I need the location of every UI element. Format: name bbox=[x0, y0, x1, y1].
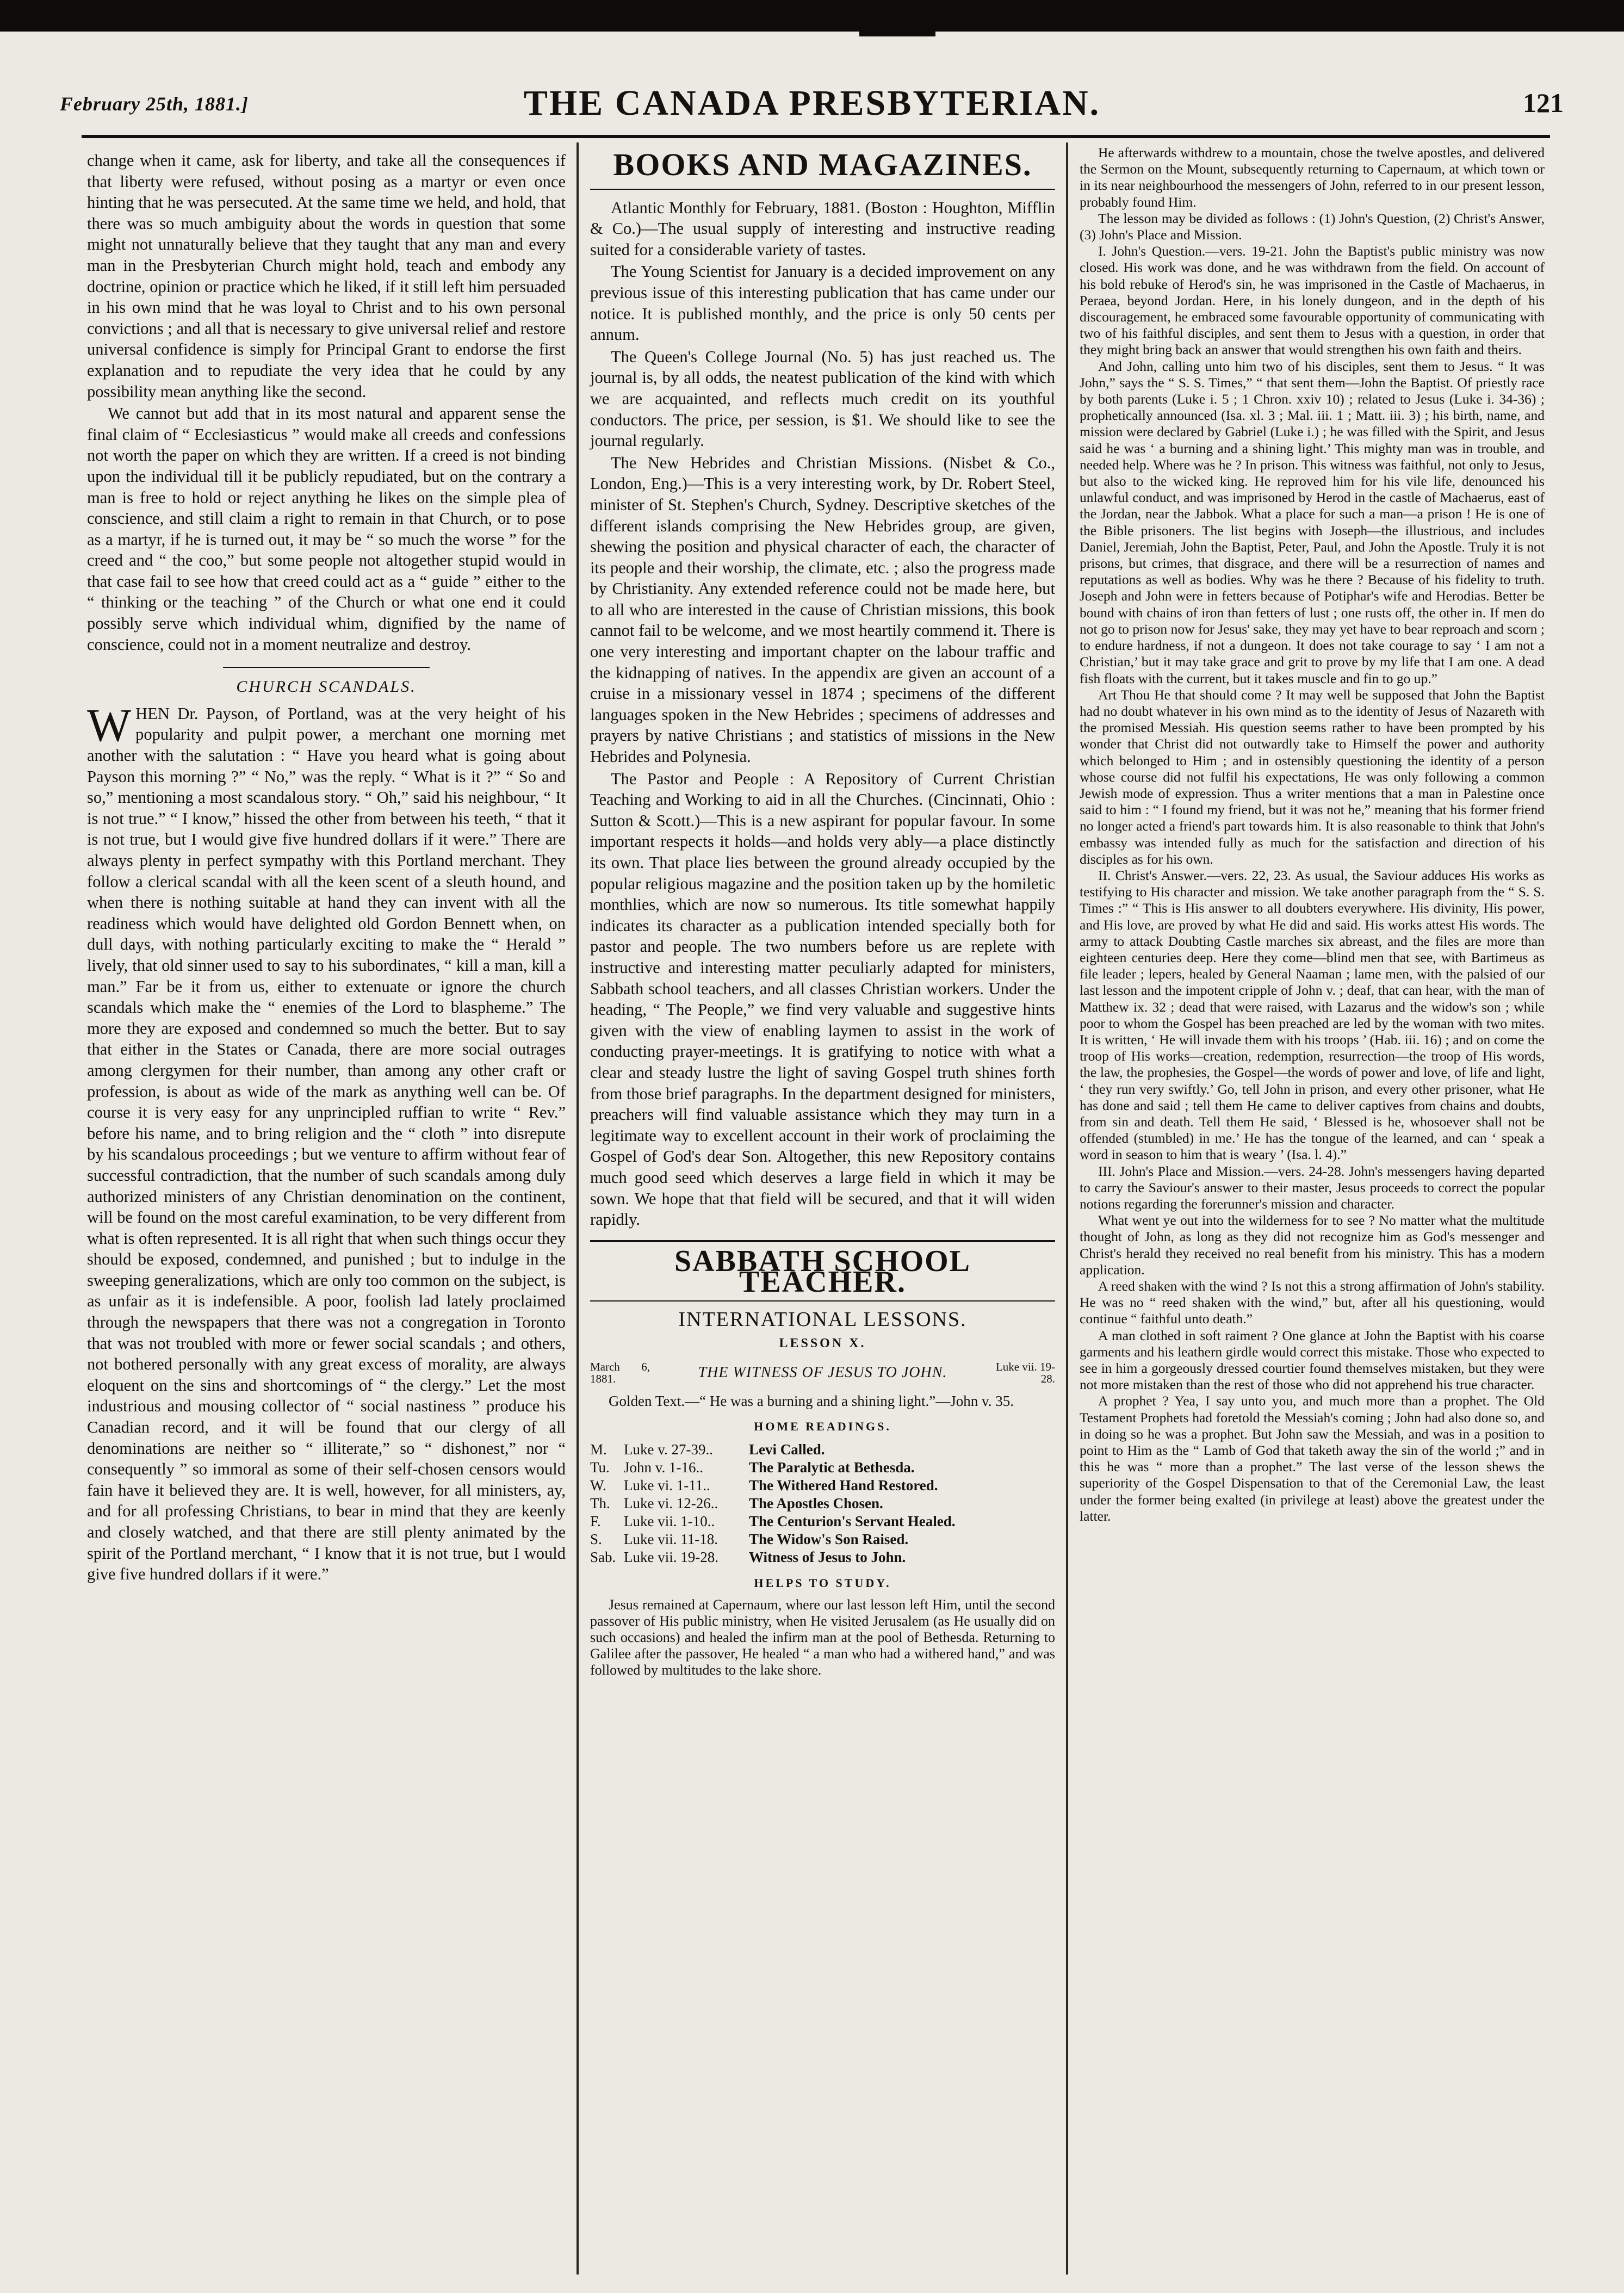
lesson-heading bbox=[590, 1361, 1055, 1385]
paragraph: III. John's Place and Mission.—vers. 24-28. John's messengers having departed to carry the Saviour's answer to their master, Jesus proceeds to correct the popular notions regarding the forerunner's mission and character. bbox=[1080, 1163, 1545, 1212]
reading-title: Witness of Jesus to John. bbox=[749, 1548, 906, 1565]
drop-cap: W bbox=[87, 698, 132, 751]
column-divider-right bbox=[1066, 142, 1068, 2275]
helps-title: HELPS TO STUDY. bbox=[754, 1576, 891, 1590]
reading-day: F. bbox=[590, 1513, 601, 1529]
golden-text: Golden Text.—“ He was a burning and a shining light.”—John v. 35. bbox=[609, 1393, 1014, 1410]
reading-day: Tu. bbox=[590, 1459, 610, 1476]
middle-column bbox=[590, 147, 1055, 1678]
home-reading-row bbox=[590, 1530, 1055, 1548]
reading-title: The Centurion's Servant Healed. bbox=[749, 1513, 956, 1529]
masthead-title: THE CANADA PRESBYTERIAN. bbox=[523, 83, 1101, 123]
reading-title: The Withered Hand Restored. bbox=[749, 1477, 938, 1493]
reading-ref: Luke vi. 12-26.. bbox=[624, 1495, 718, 1511]
paragraph: Art Thou He that should come ? It may well be supposed that John the Baptist had no doubt whatever in his own mind as to the identity of Jesus of Nazareth with the promised Messiah. His question seems rather to have been prompted by his wonder that Christ did not outwardly take to Himself the power and authority which belonged to Him ; and in ostensibly questioning the identity of a person whose course did not fulfil his expectations, He was only following a common Jewish mode of expression. Thus a writer mentions that a man in Palestine once said to him : “ I found my friend, but it was not he,” meaning that his former friend no longer acted a friend's part towards him. It is also reasonable to think that John's embassy was intended fully as much for the satisfaction and direction of his disciples as for his own. bbox=[1080, 686, 1545, 867]
section-rule bbox=[223, 667, 430, 668]
paragraph: We cannot but add that in its most natural and apparent sense the final claim of “ Ecclesiasticus ” would make all creeds and confessions not worth the paper on which they are written. If a creed is not binding upon the individual till it be publicly repudiated, but on the contrary a man is free to hold or reject anything he likes on the simple plea of conscience, and still claim a right to remain in that Church, or to pose as a martyr, if he is turned out, it may be “ so much the worse ” for the creed and “ the coo,” but some people not altogether stupid would in that case fail to see how that creed could act as a “ guide ” either to the “ thinking or the teaching ” of the Church or what one end it could possibly serve which individual whim, dignified by the name of conscience, could not in a moment neutralize and destroy. bbox=[87, 404, 566, 654]
paragraph: The lesson may be divided as follows : (1) John's Question, (2) Christ's Answer, (3) John's Place and Mission. bbox=[1080, 210, 1545, 243]
reading-ref: Luke vii. 19-28. bbox=[624, 1548, 718, 1565]
left-column bbox=[87, 150, 566, 1586]
column-divider-left bbox=[577, 142, 579, 2275]
reading-day: Sab. bbox=[590, 1548, 616, 1565]
sabbath-school-title: SABBATH SCHOOL TEACHER. bbox=[674, 1244, 971, 1299]
home-readings-title: HOME READINGS. bbox=[754, 1420, 891, 1434]
paragraph: II. Christ's Answer.—vers. 22, 23. As usual, the Saviour adduces His works as testifying to His character and mission. We take another paragraph from the “ S. S. Times :” “ This is His answer to all doubters everywhere. His divinity, His power, and His love, are proved by what He did and said. His works attest His words. The army to attack Doubting Castle marches six abreast, and the files are more than eighteen centuries deep. Here they come—blind men that see, with Bartimeus as file leader ; lepers, healed by General Naaman ; lame men, with the palsied of our last lesson and the impotent cripple of John v. ; deaf, that can hear, with the man of Matthew ix. 32 ; dead that were raised, with Lazarus and the widow's son ; while poor to whom the Gospel has been preached are led by the woman with two mites. It is written, ‘ He will invade them with his troops ’ (Hab. iii. 16) ; and on come the troop of His works—creation, redemption, resurrection—the troop of His words, the law, the prophesies, the Gospel—the words of power and love, of life and light, ‘ they run very swiftly.’ Go, tell John in prison, and every other prisoner, what He has done and said ; tell them He came to deliver captives from chains and doubts, from sin and death. Tell them He said, ‘ Blessed is he, whosoever shall not be offended (stumbled) in me.’ He has the tongue of the learned, and can ‘ speak a word in season to him that is weary ’ (Isa. l. 4).” bbox=[1080, 867, 1545, 1163]
review-paragraph: The New Hebrides and Christian Missions. (Nisbet & Co., London, Eng.)—This is a very interesting work, by Dr. Robert Steel, minister of St. Stephen's Church, Sydney. Descriptive sketches of the different islands comprising the New Hebrides group, are given, shewing the position and physical character of each, the character of its people and their worship, the climate, etc. ; also the progress made by Christianity. Any extended reference could not be made here, but to all who are interested in the cause of Christian missions, this book cannot fail to be welcome, and we most heartily commend it. There is one very interesting and important chapter on the labour traffic and the kidnapping of natives. In the appendix are given an account of a cruise in a missionary vessel in 1874 ; specimens of the different languages spoken in the New Hebrides ; specimens of addresses and prayers by native Christians ; and statistics of missions in the New Hebrides and Polynesia. bbox=[590, 453, 1055, 766]
helps-text: Jesus remained at Capernaum, where our last lesson left Him, until the second passover of His public ministry, when He visited Jerusalem (as He usually did on such occasions) and healed the infirm man at the pool of Bethesda. Returning to Galilee after the passover, He healed “ a man who had a withered hand,” and was followed by multitudes to the lake shore. bbox=[590, 1597, 1055, 1678]
reading-ref: Luke vii. 1-10.. bbox=[624, 1513, 715, 1529]
paragraph: And John, calling unto him two of his disciples, sent them to Jesus. “ It was John,” says the “ S. S. Times,” “ that sent them—John the Baptist. Of priestly race by both parents (Luke i. 5 ; 1 Chron. xxiv 10) ; related to Jesus (Luke i. 34-36) ; prophetically announced (Isa. xl. 3 ; Mal. iii. 1 ; Matt. iii. 3) ; his birth, name, and mission were declared by Gabriel (Luke i.) ; he was filled with the Spirit, and Jesus said he was ‘ a burning and a shining light.’ This mighty man was in trouble, and needed help. Where was he ? In prison. This witness was faithful, not only to Jesus, but also to the wicked king. He reproved him for his vile life, denounced his unlawful conduct, and was imprisoned by Herod in the castle of Machaerus, east of the Jordan, near the Jabbok. What a place for such a man—a prison ! He is one of the Bible prisoners. The list begins with Joseph—the illustrious, and includes Daniel, Jeremiah, John the Baptist, Peter, Paul, and John the Apostle. Truly it is not prisons, but crimes, that disgrace, and there will be a resurrection of names and reputations as well as bodies. Why was he there ? Because of his fidelity to truth. Joseph and John were in fetters because of Potiphar's wife and Herodias. Better be bound with chains of iron than fetters of lust ; one rusts off, the other in. If men do not go to prison now for Jesus' sake, they may yet have to bear reproach and scorn ; to endure hardness, if not a dungeon. It does not take courage to say ‘ I am not a Christian,’ but it may take grace and grit to prove by my life that I am one. A dead fish floats with the current, but it takes muscle and fin to go up.” bbox=[1080, 358, 1545, 686]
reading-day: Th. bbox=[590, 1495, 610, 1511]
reading-day: S. bbox=[590, 1530, 602, 1547]
paragraph: A prophet ? Yea, I say unto you, and much more than a prophet. The Old Testament Prophets had foretold the Messiah's coming ; John had also done so, and in doing so he was a prophet. But John saw the Messiah, and was in a position to point to Him as the “ Lamb of God that taketh away the sin of the world ;” and in this he was “ more than a prophet.” The last verse of the lesson shews the superiority of the Gospel Dispensation to that of the Ceremonial Law, the least under the former being exalted (in privilege at least) above the greatest under the latter. bbox=[1080, 1393, 1545, 1524]
reading-title: The Widow's Son Raised. bbox=[749, 1530, 909, 1547]
reading-title: The Paralytic at Bethesda. bbox=[749, 1459, 915, 1476]
issue-date: February 25th, 1881.] bbox=[60, 93, 249, 115]
home-reading-row bbox=[590, 1441, 1055, 1459]
reading-ref: Luke vii. 11-18. bbox=[624, 1530, 718, 1547]
home-reading-row bbox=[590, 1459, 1055, 1477]
title-rule bbox=[590, 1300, 1055, 1302]
paragraph: He afterwards withdrew to a mountain, chose the twelve apostles, and delivered the Sermon on the Mount, subsequently returning to Capernaum, at which town or in its near neighbourhood the messengers of John, referred to in our present lesson, probably found Him. bbox=[1080, 145, 1545, 210]
page-number: 121 bbox=[1523, 88, 1564, 118]
reading-ref: John v. 1-16.. bbox=[624, 1459, 703, 1476]
review-paragraph: Atlantic Monthly for February, 1881. (Boston : Houghton, Mifflin & Co.)—The usual supply of interesting and instructive reading suited for a considerable variety of tastes. bbox=[590, 198, 1055, 259]
reading-title: Levi Called. bbox=[749, 1441, 825, 1458]
paragraph: A man clothed in soft raiment ? One glance at John the Baptist with his coarse garments and his leathern girdle would correct this mistake. Those who expected to see in him a gorgeously dressed courtier found themselves mistaken, but they were not more mistaken than the rest of those who did not apprehend his true character. bbox=[1080, 1327, 1545, 1393]
lesson-number: LESSON X. bbox=[779, 1336, 866, 1351]
reading-title: The Apostles Chosen. bbox=[749, 1495, 883, 1511]
paragraph: What went ye out into the wilderness for to see ? No matter what the multitude thought of John, as long as they did not recognize him as God's messenger and Christ's herald they received no real benefit from his ministry. This has a modern application. bbox=[1080, 1212, 1545, 1278]
paragraph: I. John's Question.—vers. 19-21. John the Baptist's public ministry was now closed. His work was done, and he was withdrawn from the field. On account of his bold rebuke of Herod's sin, he was imprisoned in the Castle of Machaerus, in Peraea, beyond Jordan. Here, in his lonely dungeon, and in the depth of his discouragement, he embraced some favourable opportunity of communicating with two of his faithful disciples, and sent them to Jesus with a question, in order that they might bring back an answer that would strengthen his own faith and theirs. bbox=[1080, 243, 1545, 358]
review-paragraph: The Young Scientist for January is a decided improvement on any previous issue of this interesting publication that has came under our notice. It is published monthly, and the price is only 50 cents per annum. bbox=[590, 262, 1055, 344]
home-reading-row bbox=[590, 1548, 1055, 1566]
top-border-tab bbox=[859, 30, 935, 36]
review-paragraph: The Pastor and People : A Repository of Current Christian Teaching and Working to aid in all the Churches. (Cincinnati, Ohio : Sutton & Scott.)—This is a new aspirant for popular favour. In some important respects it holds—and holds very ably—a place distinctly its own. That place lies between the ground already occupied by the popular religious magazine and the position taken up by the homiletic monthlies, which are now so numerous. Its title somewhat happily indicates its character as a publication intended specially both for pastor and people. The two numbers before us are replete with instructive and interesting matter peculiarly adapted for ministers, Sabbath school teachers, and all classes Christian workers. Under the heading, “ The People,” we find very valuable and suggestive hints given with the view of enabling laymen to assist in the work of conducting prayer-meetings. It is gratifying to notice with what a clear and steady lustre the light of saving Gospel truth shines forth from those brief paragraphs. In the department designed for ministers, preachers will find valuable assistance which they may turn in a legitimate way to excellent account in their work of proclaiming the Gospel of God's dear Son. Altogether, this new Repository contains much good seed which deserves a large field in which it may be sown. We hope that that field will be secured, and that it will widen rapidly. bbox=[590, 769, 1055, 1229]
lesson-reference: Luke vii. 19-28. bbox=[995, 1360, 1055, 1386]
right-column bbox=[1080, 145, 1545, 1524]
paragraph: change when it came, ask for liberty, and take all the consequences if that liberty were refused, without posing as a martyr or even once hinting that he was persecuted. At the same time we held, and hold, that there was so much ambiguity about the words in question that some might not unnaturally believe that they taught that any man and every man in the Presbyterian Church might hold, teach and embody any doctrine, opinion or practice which he liked, if it still left him persuaded in his own mind that he was loyal to Christ and to his own personal convictions ; and all that is necessary to give universal relief and restore universal confidence is simply for Principal Grant to endorse the first explanation and to repudiate the very idea that he could by any possibility mean anything like the second. bbox=[87, 151, 566, 401]
lesson-subject: THE WITNESS OF JESUS TO JOHN. bbox=[698, 1364, 947, 1381]
home-reading-row bbox=[590, 1495, 1055, 1513]
title-rule bbox=[590, 189, 1055, 190]
lesson-date: March 6, 1881. bbox=[590, 1360, 650, 1386]
international-lessons-title: INTERNATIONAL LESSONS. bbox=[678, 1307, 967, 1331]
reading-day: M. bbox=[590, 1441, 607, 1458]
books-magazines-title: BOOKS AND MAGAZINES. bbox=[613, 147, 1032, 182]
reading-day: W. bbox=[590, 1477, 606, 1493]
home-reading-row bbox=[590, 1477, 1055, 1495]
header-rule bbox=[82, 135, 1550, 138]
reading-ref: Luke vi. 1-11.. bbox=[624, 1477, 710, 1493]
reading-ref: Luke v. 27-39.. bbox=[624, 1441, 713, 1458]
section-heading: CHURCH SCANDALS. bbox=[236, 678, 417, 696]
review-paragraph: The Queen's College Journal (No. 5) has just reached us. The journal is, by all odds, the neatest publication of the kind with which we are acquainted, and reflects much credit on its youthful conductors. The price, per session, is $1. We should like to see the journal regularly. bbox=[590, 347, 1055, 450]
home-readings-list bbox=[590, 1441, 1055, 1566]
home-reading-row bbox=[590, 1513, 1055, 1530]
top-border bbox=[0, 0, 1624, 32]
paragraph: A reed shaken with the wind ? Is not this a strong affirmation of John's stability. He was no “ reed shaken with the wind,” but, after all his questioning, would continue “ faithful unto death.” bbox=[1080, 1278, 1545, 1327]
section-rule bbox=[590, 1240, 1055, 1242]
paragraph: HEN Dr. Payson, of Portland, was at the very height of his popularity and pulpit power, a merchant one morning met another with the salutation : “ Have you heard what is going about Payson this morning ?” “ No,” was the reply. “ What is it ?” “ So and so,” mentioning a most scandalous story. “ Oh,” said his neighbour, “ It is not true.” “ I know,” hissed the other from between his teeth, “ that it is not true, but I would give five hundred dollars if it were.” There are always plenty in perfect sympathy with this Portland merchant. They follow a clerical scandal with all the keen scent of a sleuth hound, and when there is nothing suitable at hand they can invent with all the readiness which would have delighted old Gordon Bennett when, on dull days, with nothing particularly exciting to make the “ Herald ” lively, that old sinner used to say to his subordinates, “ kill a man, kill a man.” Far be it from us, either to extenuate or ignore the church scandals which make the “ enemies of the Lord to blaspheme.” The more they are exposed and condemned so much the better. But to say that either in the States or Canada, there are more social outrages among clergymen for their number, than among any other craft or profession, is about as wide of the mark as anything well can be. Of course it is very easy for any unprincipled ruffian to write “ Rev.” before his name, and to bring religion and the “ cloth ” into disrepute by his scandalous proceedings ; but we venture to affirm without fear of successful contradiction, that the number of such scandals among duly authorized ministers of any Christian denomination on the continent, will be found on the most careful examination, to be very different from what is often represented. It is all right that when such things occur they should be exposed, condemned, and punished ; but to indulge in the sweeping generalizations, which are only too common on the subject, is as unfair as it is indefensible. A poor, foolish lad lately proclaimed through the newspapers that there was not a congregation in Toronto that was not troubled with more or fewer social scandals ; and others, not bothered personally with any great excess of morality, are always eloquent on the sins and shortcomings of “ the clergy.” Let the most industrious and mousing collector of “ social nastiness ” produce his Canadian record, and it will be found that our clergy of all denominations are neither so “ illiterate,” so “ dishonest,” nor “ consequently ” so immoral as some of their self-chosen censors would fain have it believed they are. It is well, however, for all ministers, ay, and for all professing Christians, to bear in mind that they are keenly and closely watched, and that there are still plenty animated by the spirit of the Portland merchant, “ I know that it is not true, but I would give five hundred dollars if it were.” bbox=[87, 704, 566, 1584]
